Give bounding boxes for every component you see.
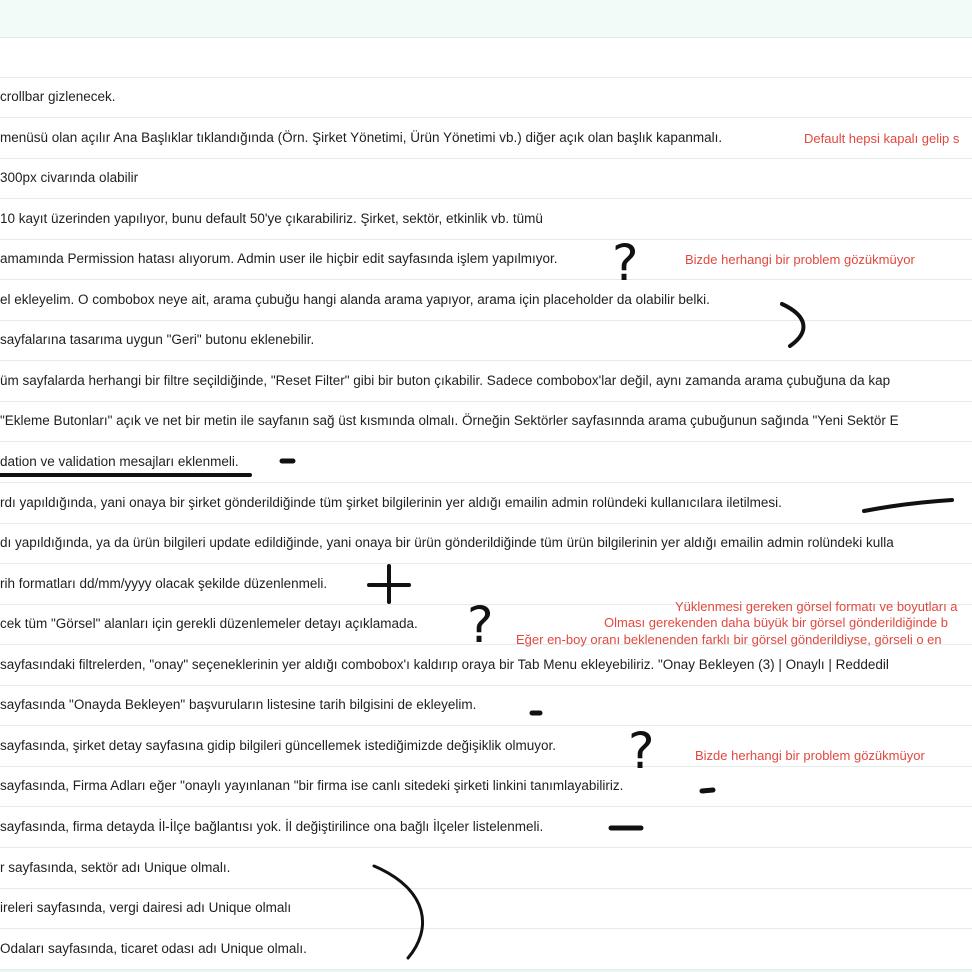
row-text: Odaları sayfasında, ticaret odası adı Unique olmalı. [0, 941, 307, 956]
table-row [0, 362, 972, 402]
row-text: 10 kayıt üzerinden yapılıyor, bunu default 50'ye çıkarabiliriz. Şirket, sektör, etkinlik vb. tümü [0, 211, 543, 226]
table-row [0, 159, 972, 199]
row-text: sayfasında, firma detayda İl-İlçe bağlantısı yok. İl değiştirilince ona bağlı İlçeler listelenmeli. [0, 819, 544, 834]
row-text: rih formatları dd/mm/yyyy olacak şekilde düzenlenmeli. [0, 576, 328, 591]
table-row [0, 321, 972, 361]
table-row [0, 443, 972, 483]
question-mark-icon: ? [467, 596, 494, 654]
row-text: cek tüm "Görsel" alanları için gerekli düzenlemeler detayı açıklamada. [0, 616, 418, 631]
note-no-problem-1: Bizde herhangi bir problem gözükmüyor [685, 252, 915, 267]
table-row [0, 200, 972, 240]
question-mark-icon: ? [628, 722, 655, 780]
question-mark-icon: ? [612, 234, 639, 292]
row-text: sayfasında, şirket detay sayfasına gidip bilgileri güncellemek istediğimizde değişiklik olmuyor. [0, 738, 557, 753]
table-header-bar [0, 0, 972, 38]
row-text: "Ekleme Butonları" açık ve net bir metin ile sayfanın sağ üst kısmında olmalı. Örneğin Sektörler sayfasınnda arama çubuğunun sağında "Yeni Sektör E [0, 413, 899, 428]
table-row [0, 38, 972, 78]
table-row [0, 78, 972, 118]
row-text: dation ve validation mesajları eklenmeli. [0, 454, 239, 469]
row-text: sayfasında, Firma Adları eğer "onaylı yayınlanan "bir firma ise canlı sitedeki şirketi linkini tanımlayabiliriz. [0, 778, 624, 793]
row-text: 300px civarında olabilir [0, 170, 139, 185]
table-row [0, 889, 972, 929]
note-no-problem-2: Bizde herhangi bir problem gözükmüyor [695, 748, 925, 763]
row-text: sayfasında "Onayda Bekleyen" başvuruların listesine tarih bilgisini de ekleyelim. [0, 697, 477, 712]
table-row [0, 281, 972, 321]
row-text: r sayfasında, sektör adı Unique olmalı. [0, 860, 231, 875]
table-row [0, 808, 972, 848]
note-image-aspect: Eğer en-boy oranı beklenenden farklı bir görsel gönderildiyse, görseli o en [516, 632, 942, 647]
table-row [0, 402, 972, 442]
table-row [0, 849, 972, 889]
table-row [0, 767, 972, 807]
table-row [0, 524, 972, 564]
table-row [0, 930, 972, 970]
row-text: menüsü olan açılır Ana Başlıklar tıklandığında (Örn. Şirket Yönetimi, Ürün Yönetimi vb.) diğer açık olan başlık kapanmalı. [0, 130, 723, 145]
row-text: el ekleyelim. O combobox neye ait, arama çubuğu hangi alanda arama yapıyor, arama için placeholder da olabilir belki. [0, 292, 710, 307]
row-text: amamında Permission hatası alıyorum. Admin user ile hiçbir edit sayfasında işlem yapılmıyor. [0, 251, 558, 266]
row-text: sayfalarına tasarıma uygun "Geri" butonu eklenebilir. [0, 332, 315, 347]
table-row [0, 484, 972, 524]
row-text: ireleri sayfasında, vergi dairesi adı Unique olmalı [0, 900, 292, 915]
row-text: sayfasındaki filtrelerden, "onay" seçeneklerinin yer aldığı combobox'ı kaldırıp oraya bir Tab Menu ekleyebiliriz. "Onay Bekleyen (3) | Onaylı | Reddedil [0, 657, 889, 672]
note-default-closed: Default hepsi kapalı gelip s [804, 131, 960, 146]
note-image-too-large: Olması gerekenden daha büyük bir görsel gönderildiğinde b [604, 615, 948, 630]
row-text: rdı yapıldığında, yani onaya bir şirket gönderildiğinde tüm şirket bilgilerinin yer aldığı emailin admin rolündeki kullanıcılara iletilmesi. [0, 495, 782, 510]
table-row [0, 686, 972, 726]
row-text: üm sayfalarda herhangi bir filtre seçildiğinde, "Reset Filter" gibi bir buton çıkabilir. Sadece combobox'lar değil, aynı zamanda arama çubuğuna da kap [0, 373, 891, 388]
note-image-format: Yüklenmesi gereken görsel formatı ve boyutları a [675, 599, 958, 614]
row-text: dı yapıldığında, ya da ürün bilgileri update edildiğinde, yani onaya bir ürün gönderildiğinde tüm ürün bilgilerinin yer aldığı emailin admin rolündeki kulla [0, 535, 894, 550]
row-text: crollbar gizlenecek. [0, 89, 116, 104]
